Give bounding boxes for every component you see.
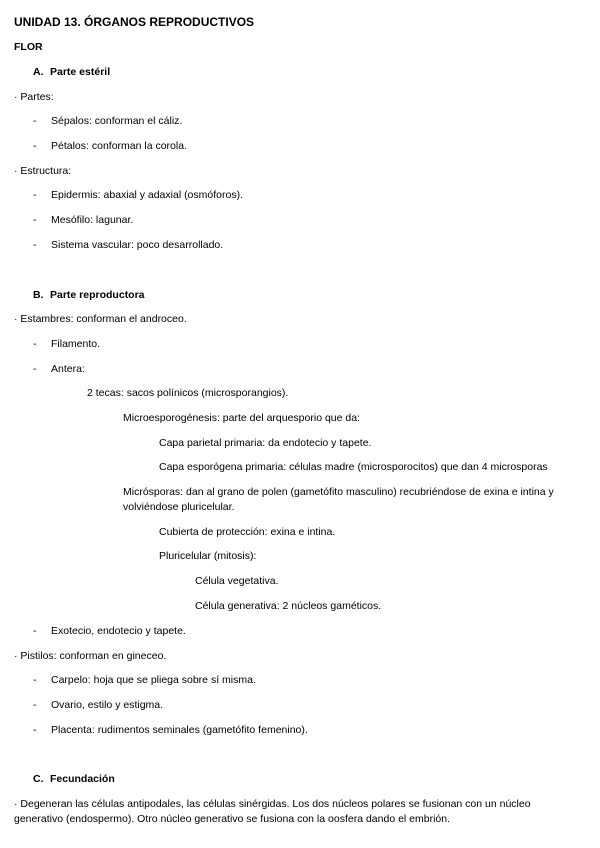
section-c-title: Fecundación <box>50 773 115 785</box>
list-item-text: Placenta: rudimentos seminales (gametófito femenino). <box>51 724 308 736</box>
section-b-heading <box>33 289 145 302</box>
list-item <box>33 214 133 227</box>
list-item <box>33 140 187 153</box>
list-item-text: Sistema vascular: poco desarrollado. <box>51 239 224 251</box>
section-a-title: Parte estéril <box>50 66 111 78</box>
microsporas-text-line2: volviéndose pluricelular. <box>123 501 235 513</box>
list-item <box>33 239 223 252</box>
list-item-text: Exotecio, endotecio y tapete. <box>51 625 186 637</box>
fecundacion-paragraph-line2: generativo (endospermo). Otro núcleo generativo se fusiona con la oosfera dando el embrión. <box>14 813 451 825</box>
partes-label: · Partes: <box>14 91 54 103</box>
celula-vegetativa-text: Célula vegetativa. <box>195 575 279 587</box>
estructura-label: · Estructura: <box>14 165 72 177</box>
list-item-text: Filamento. <box>51 338 101 350</box>
list-item-text: Mesófilo: lagunar. <box>51 214 134 226</box>
list-item <box>33 115 182 128</box>
list-item-text: Carpelo: hoja que se pliega sobre sí misma. <box>51 674 256 686</box>
dash-bullet: - <box>33 239 37 251</box>
list-item <box>33 363 85 376</box>
list-item <box>33 674 256 687</box>
capa-esporogena-text: Capa esporógena primaria: células madre (microsporocitos) que dan 4 microsporas <box>159 461 548 473</box>
list-item <box>33 338 100 351</box>
list-item <box>33 189 243 202</box>
celula-generativa-text: Célula generativa: 2 núcleos gaméticos. <box>195 600 382 612</box>
section-heading-flor: FLOR <box>14 41 43 53</box>
dash-bullet: - <box>33 363 37 375</box>
section-b-title: Parte reproductora <box>50 289 145 301</box>
dash-bullet: - <box>33 625 37 637</box>
list-item-text: Antera: <box>51 363 85 375</box>
dash-bullet: - <box>33 724 37 736</box>
estambres-label: · Estambres: conforman el androceo. <box>14 313 187 325</box>
cubierta-text: Cubierta de protección: exina e intina. <box>159 526 336 538</box>
section-c-heading <box>33 773 115 786</box>
list-item-text: Sépalos: conforman el cáliz. <box>51 115 183 127</box>
capa-parietal-text: Capa parietal primaria: da endotecio y tapete. <box>159 437 372 449</box>
microesporogenesis-text: Microesporogénesis: parte del arquesporio que da: <box>123 412 360 424</box>
microsporas-text-line1: Micrósporas: dan al grano de polen (gametófito masculino) recubriéndose de exina e intina y <box>123 486 554 498</box>
fecundacion-paragraph-line1: · Degeneran las células antipodales, las células sinérgidas. Los dos núcleos polares se fusionan con un núcleo <box>14 798 531 810</box>
section-a-letter: A. <box>33 66 44 78</box>
dash-bullet: - <box>33 189 37 201</box>
pluricelular-text: Pluricelular (mitosis): <box>159 550 257 562</box>
section-c-letter: C. <box>33 773 44 785</box>
list-item <box>33 625 186 638</box>
dash-bullet: - <box>33 214 37 226</box>
section-a-heading <box>33 66 110 79</box>
dash-bullet: - <box>33 140 37 152</box>
page-title: UNIDAD 13. ÓRGANOS REPRODUCTIVOS <box>14 15 255 29</box>
section-b-letter: B. <box>33 289 44 301</box>
list-item-text: Epidermis: abaxial y adaxial (osmóforos). <box>51 189 243 201</box>
dash-bullet: - <box>33 674 37 686</box>
list-item-text: Ovario, estilo y estigma. <box>51 699 164 711</box>
list-item-text: Pétalos: conforman la corola. <box>51 140 187 152</box>
list-item <box>33 699 163 712</box>
dash-bullet: - <box>33 699 37 711</box>
dash-bullet: - <box>33 115 37 127</box>
tecas-text: 2 tecas: sacos polínicos (microsporangios). <box>87 387 289 399</box>
list-item <box>33 724 308 737</box>
pistilos-label: · Pistilos: conforman en gineceo. <box>14 650 167 662</box>
dash-bullet: - <box>33 338 37 350</box>
